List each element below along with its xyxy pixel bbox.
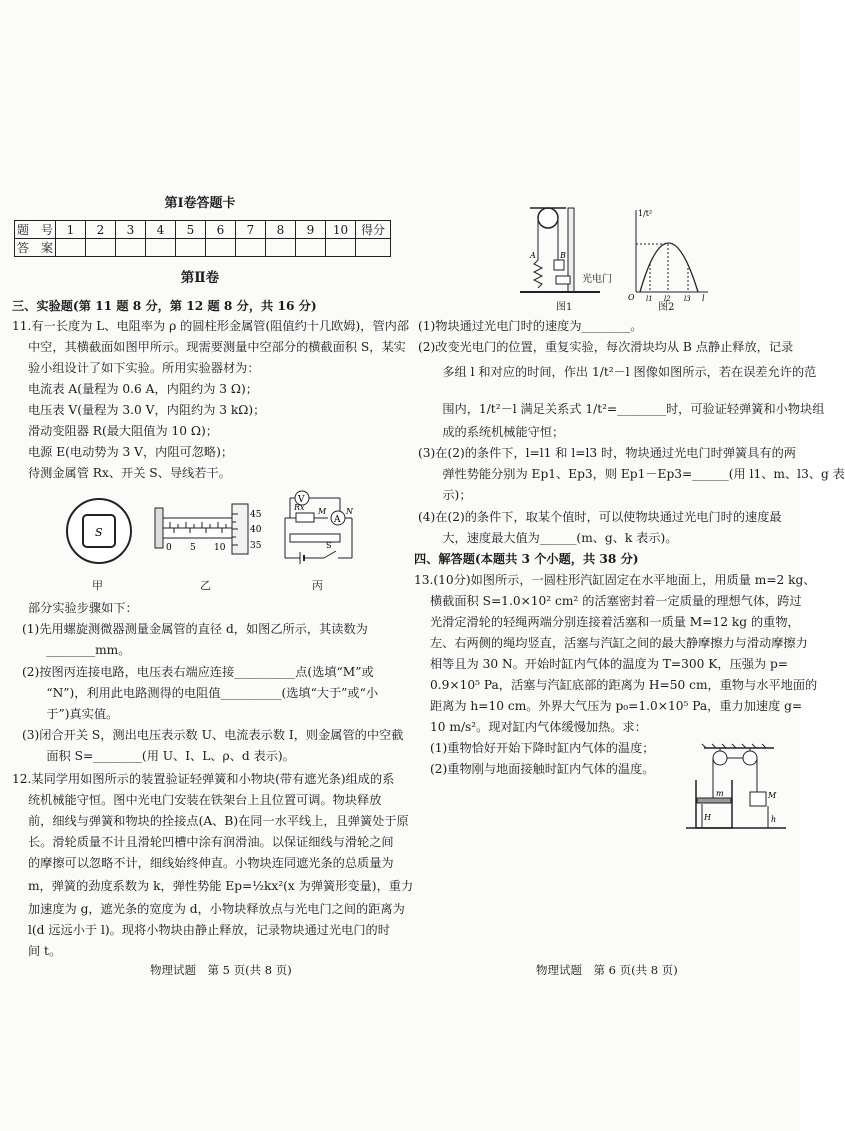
cell: 1 bbox=[56, 221, 86, 239]
q12-line: 加速度为 g，遮光条的宽度为 d，小物块释放点与光电门之间的距离为 bbox=[28, 902, 405, 916]
answer-blank[interactable] bbox=[206, 239, 236, 257]
q12-line: 前，细线与弹簧和物块的拴接点(A、B)在同一水平线上，且弹簧处于原 bbox=[28, 814, 409, 828]
cell: 6 bbox=[206, 221, 236, 239]
q12-sub: (2)改变光电门的位置，重复实验，每次滑块均从 B 点静止释放，记录 bbox=[418, 340, 794, 354]
q11-line: 验小组设计了如下实验。所用实验器材为： bbox=[28, 361, 260, 375]
fig-label-tu1: 图1 bbox=[556, 302, 573, 313]
fig-label-n: N bbox=[346, 507, 353, 516]
fig-label-a: A bbox=[334, 515, 341, 525]
answer-blank[interactable] bbox=[86, 239, 116, 257]
q13-line: 0.9×10⁵ Pa，活塞与汽缸底部的距离为 H=50 cm，重物与水平地面的 bbox=[430, 678, 818, 692]
q12-line: 统机械能守恒。图中光电门安装在铁架台上且位置可调。物块释放 bbox=[28, 793, 382, 807]
q12-line: m，弹簧的劲度系数为 k，弹性势能 Ep=½kx²(x 为弹簧形变量)，重力 bbox=[28, 879, 414, 893]
q12-sub: (3)在(2)的条件下，l=l1 和 l=l3 时，物块通过光电门时弹簧具有的两 bbox=[418, 446, 796, 460]
q12-sub: 围内，1/t²－l 满足关系式 1/t²=________时，可验证轻弹簧和小物块组 bbox=[418, 402, 825, 416]
answer-blank[interactable] bbox=[116, 239, 146, 257]
q12-line: 间 t。 bbox=[28, 944, 62, 958]
q12-line: 12.某同学用如图所示的装置验证轻弹簧和小物块(带有遮光条)组成的系 bbox=[12, 772, 395, 786]
cell: 3 bbox=[116, 221, 146, 239]
q11-step: 部分实验步骤如下： bbox=[28, 601, 138, 615]
fig-label-m: M bbox=[318, 507, 327, 516]
fig-label-y-axis: 1/t² bbox=[638, 209, 653, 218]
fig-label-l3: l3 bbox=[684, 295, 691, 303]
page-footer-right: 物理试题 第 6 页(共 8 页) bbox=[536, 963, 678, 977]
q12-sub: 大，速度最大值为______(m、g、k 表示)。 bbox=[418, 531, 678, 545]
answer-card-title: 第Ⅰ卷答题卡 bbox=[164, 196, 236, 211]
q12-sub: 示)； bbox=[418, 488, 472, 502]
answer-blank[interactable] bbox=[356, 239, 391, 257]
q12-line: 长。滑轮质量不计且滑轮凹槽中涂有润滑油。以保证细线与滑轮之间 bbox=[28, 835, 394, 849]
q11-step: (1)先用螺旋测微器测量金属管的直径 d，如图乙所示，其读数为 bbox=[22, 622, 368, 636]
q13-line: 距离为 h=10 cm。外界大气压为 p₀=1.0×10⁵ Pa，重力加速度 g= bbox=[430, 699, 803, 713]
fig-label-l: l bbox=[702, 294, 705, 303]
fig-label-M: M bbox=[768, 791, 777, 800]
fig-label-rx: Rx bbox=[294, 503, 305, 512]
q11-line: 中空，其横截面如图甲所示。现需要测量中空部分的横截面积 S，某实 bbox=[28, 340, 406, 354]
fig-label-jia: 甲 bbox=[92, 579, 103, 592]
q11-step: 于”)真实值。 bbox=[22, 707, 119, 721]
figure-cylinder bbox=[682, 742, 792, 840]
q11-line: 待测金属管 Rx、开关 S、导线若干。 bbox=[28, 466, 231, 480]
fig-label-yi: 乙 bbox=[200, 579, 211, 592]
q12-sub: (1)物块通过光电门时的速度为________。 bbox=[418, 319, 643, 333]
fig-label-s: S bbox=[95, 526, 103, 539]
answer-blank[interactable] bbox=[296, 239, 326, 257]
answer-blank[interactable] bbox=[326, 239, 356, 257]
fig-label-point-a: A bbox=[530, 251, 536, 260]
q13-line: 左、右两侧的绳均竖直，活塞与汽缸之间的最大静摩擦力与滑动摩擦力 bbox=[430, 636, 808, 650]
fig-label-40: 40 bbox=[250, 525, 262, 535]
q13-line: 相等且为 30 N。开始时缸内气体的温度为 T=300 K，压强为 p= bbox=[430, 657, 789, 671]
cell: 4 bbox=[146, 221, 176, 239]
fig-label-10: 10 bbox=[214, 543, 226, 553]
q11-line: 滑动变阻器 R(最大阻值为 10 Ω)； bbox=[28, 424, 218, 438]
answer-card-row-numbers bbox=[15, 221, 391, 239]
q12-line: l(d 远远小于 l)。现将小物块由静止释放，记录物块通过光电门的时 bbox=[28, 923, 390, 937]
answer-blank[interactable] bbox=[146, 239, 176, 257]
fig-label-l1: l1 bbox=[646, 295, 653, 303]
figure-cross-section bbox=[62, 494, 136, 568]
fig-label-h: h bbox=[771, 815, 777, 824]
fig-label-5: 5 bbox=[190, 543, 196, 553]
cell: 8 bbox=[266, 221, 296, 239]
q11-line: 电流表 A(量程为 0.6 A，内阻约为 3 Ω)； bbox=[28, 382, 258, 396]
answer-blank[interactable] bbox=[176, 239, 206, 257]
q11-step: “N”)，利用此电路测得的电阻值__________(选填“大于”或“小 bbox=[22, 686, 379, 700]
q11-step: 面积 S=________(用 U、I、L、ρ、d 表示)。 bbox=[22, 749, 295, 763]
q13-line: 光滑定滑轮的轻绳两端分别连接着活塞和一质量 M=12 kg 的重物， bbox=[430, 615, 800, 629]
part2-title: 第Ⅱ卷 bbox=[180, 270, 220, 286]
cell: 9 bbox=[296, 221, 326, 239]
answer-blank[interactable] bbox=[266, 239, 296, 257]
section4-heading: 四、解答题(本题共 3 个小题，共 38 分) bbox=[414, 552, 639, 566]
q11-line: 电源 E(电动势为 3 V，内阻可忽略)； bbox=[28, 445, 234, 459]
page-footer-left: 物理试题 第 5 页(共 8 页) bbox=[150, 963, 292, 977]
q13-line: 10 m/s²。现对缸内气体缓慢加热。求： bbox=[430, 720, 647, 734]
fig-label-H: H bbox=[704, 813, 711, 822]
q11-step: (2)按图丙连接电路，电压表右端应连接__________点(选填“M”或 bbox=[22, 665, 374, 679]
section3-heading: 三、实验题(第 11 题 8 分，第 12 题 8 分，共 16 分) bbox=[12, 299, 317, 313]
fig-label-origin: O bbox=[628, 293, 635, 302]
q11-line: 电压表 V(量程为 3.0 V，内阻约为 3 kΩ)； bbox=[28, 403, 266, 417]
q11-step: ________mm。 bbox=[22, 643, 131, 657]
answer-card-row-answers bbox=[15, 239, 391, 257]
cell: 10 bbox=[326, 221, 356, 239]
q13-line: 横截面积 S=1.0×10² cm² 的活塞密封着一定质量的理想气体，跨过 bbox=[430, 594, 802, 608]
fig-label-point-b: B bbox=[560, 251, 566, 260]
q13-line: (2)重物刚与地面接触时缸内气体的温度。 bbox=[430, 762, 655, 776]
cell: 题 号 bbox=[15, 221, 56, 239]
fig-label-45: 45 bbox=[250, 510, 262, 520]
cell: 答 案 bbox=[15, 239, 56, 257]
fig-label-piston-m: m bbox=[716, 789, 724, 798]
q11-step: (3)闭合开关 S，测出电压表示数 U、电流表示数 I，则金属管的中空截 bbox=[22, 728, 404, 742]
fig-label-v: V bbox=[298, 495, 305, 505]
fig-label-tu2: 图2 bbox=[658, 302, 675, 313]
q12-sub: 弹性势能分别为 Ep1、Ep3，则 Ep1－Ep3=______(用 l1、m、l3、g 表 bbox=[418, 467, 845, 481]
figure-graph bbox=[622, 204, 712, 304]
fig-label-photogate: 光电门 bbox=[582, 274, 612, 285]
fig-label-bing: 丙 bbox=[312, 579, 323, 592]
answer-blank[interactable] bbox=[56, 239, 86, 257]
figure-spring-apparatus bbox=[510, 204, 620, 304]
q12-sub: 多组 l 和对应的时间，作出 1/t²－l 图像如图所示，若在误差允许的范 bbox=[418, 365, 817, 379]
q13-line: 13.(10分)如图所示，一圆柱形汽缸固定在水平地面上，用质量 m=2 kg、 bbox=[414, 573, 816, 587]
answer-blank[interactable] bbox=[236, 239, 266, 257]
q12-sub: 成的系统机械能守恒； bbox=[418, 425, 565, 439]
q11-line: 11.有一长度为 L、电阻率为 ρ 的圆柱形金属管(阻值约十几欧姆)，管内部 bbox=[12, 319, 410, 333]
q12-sub: (4)在(2)的条件下，取某个值时，可以使物块通过光电门时的速度最 bbox=[418, 510, 782, 524]
cell: 7 bbox=[236, 221, 266, 239]
q13-line: (1)重物恰好开始下降时缸内气体的温度； bbox=[430, 741, 655, 755]
fig-label-switch: S bbox=[326, 541, 332, 550]
cell: 2 bbox=[86, 221, 116, 239]
figure-micrometer bbox=[150, 496, 270, 576]
cell: 5 bbox=[176, 221, 206, 239]
cell: 得分 bbox=[356, 221, 391, 239]
fig-label-35: 35 bbox=[250, 541, 262, 551]
answer-card-table bbox=[14, 220, 391, 257]
figure-circuit bbox=[280, 488, 360, 574]
fig-label-l2: l2 bbox=[664, 295, 671, 303]
q12-line: 的摩擦可以忽略不计，细线始终伸直。小物块连同遮光条的总质量为 bbox=[28, 856, 394, 870]
fig-label-0: 0 bbox=[166, 543, 172, 553]
